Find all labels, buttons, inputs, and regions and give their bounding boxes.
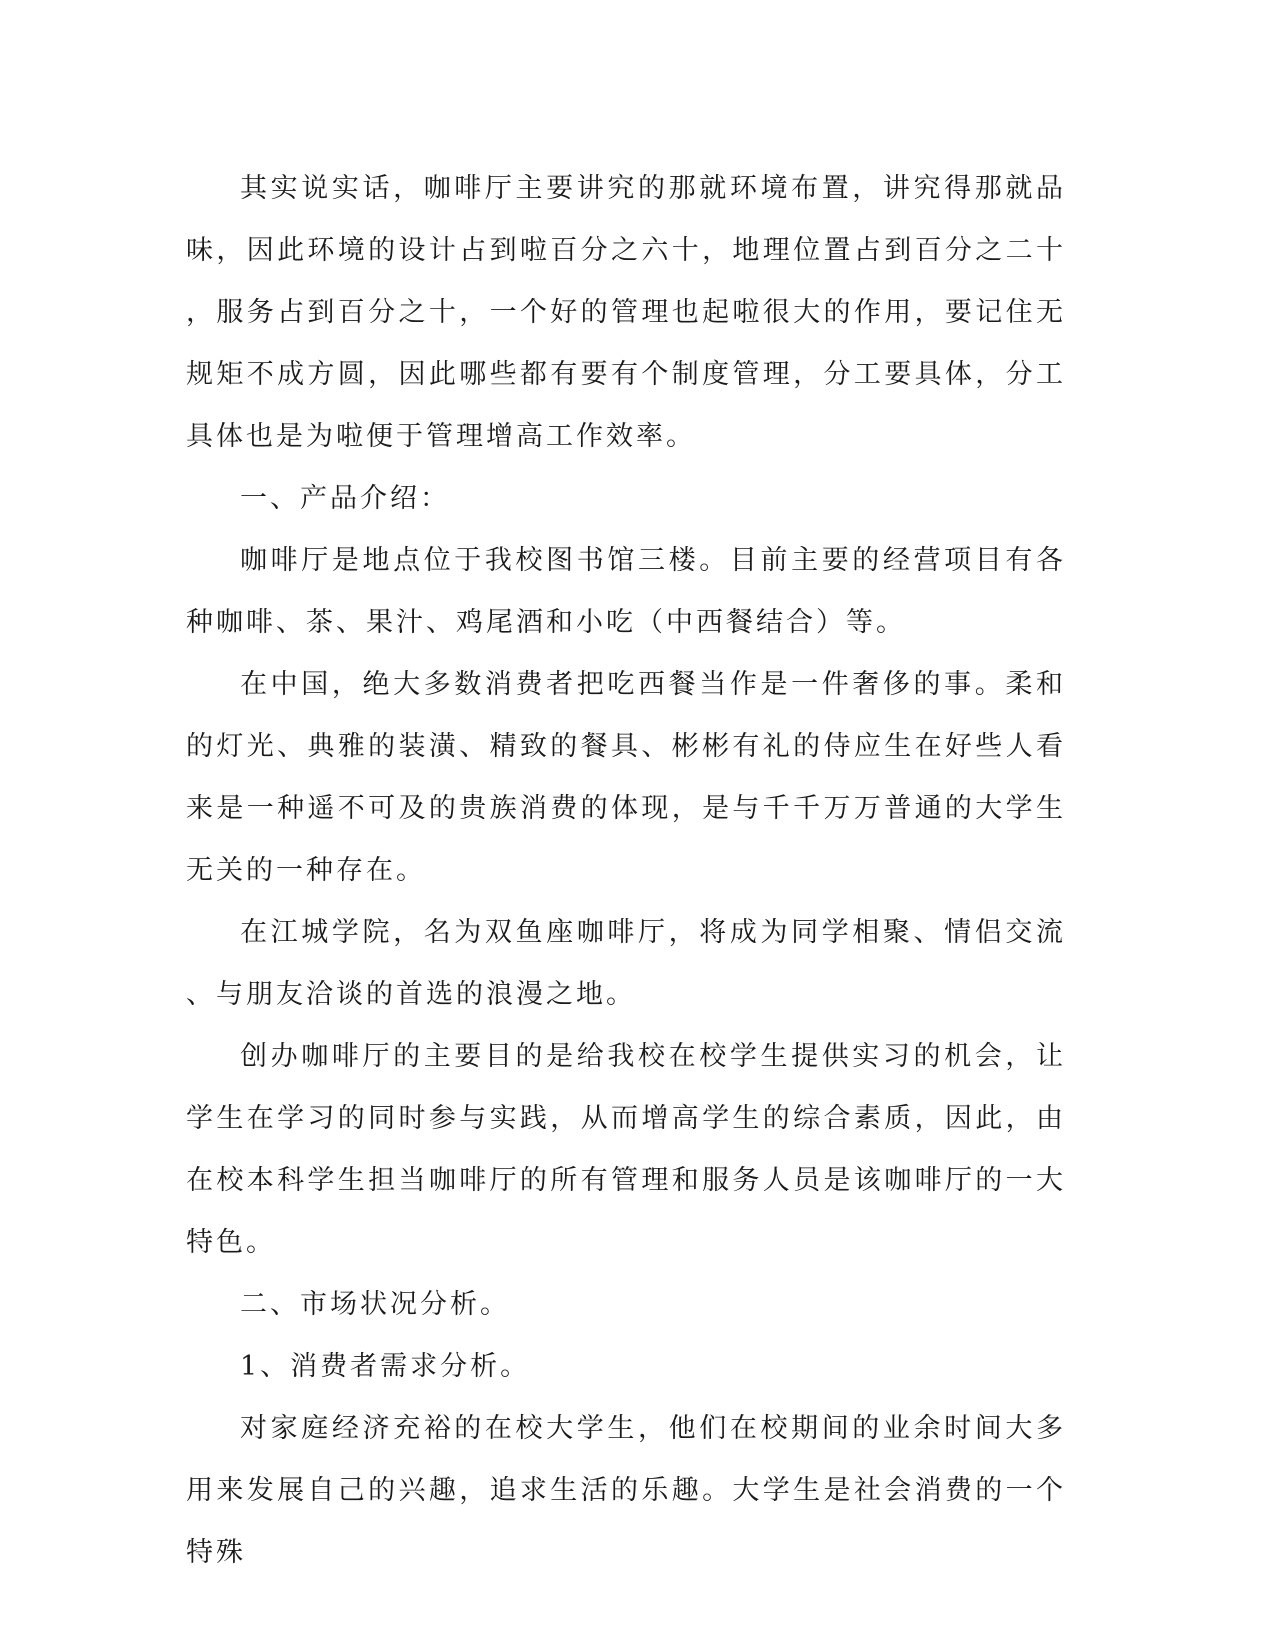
paragraph-location: 咖啡厅是地点位于我校图书馆三楼。目前主要的经营项目有各种咖啡、茶、果汁、鸡尾酒和小吃（中西餐结合）等。 xyxy=(186,545,1066,638)
paragraph-purpose: 创办咖啡厅的主要目的是给我校在校学生提供实习的机会，让学生在学习的同时参与实践，从而增高学生的综合素质，因此，由在校本科学生担当咖啡厅的所有管理和服务人员是该咖啡厅的一大特色。 xyxy=(186,1041,1066,1258)
heading-product-introduction: 一、产品介绍： xyxy=(240,483,450,514)
paragraph-students: 对家庭经济充裕的在校大学生，他们在校期间的业余时间大多用来发展自己的兴趣，追求生活的乐趣。大学生是社会消费的一个特殊 xyxy=(186,1413,1066,1568)
paragraph-intro: 其实说实话，咖啡厅主要讲究的那就环境布置，讲究得那就品味，因此环境的设计占到啦百分之六十，地理位置占到百分之二十，服务占到百分之十，一个好的管理也起啦很大的作用，要记住无规矩不成方圆，因此哪些都有要有个制度管理，分工要具体，分工具体也是为啦便于管理增高工作效率。 xyxy=(186,173,1066,452)
heading-market-analysis: 二、市场状况分析。 xyxy=(240,1289,510,1320)
heading-consumer-demand: 1、消费者需求分析。 xyxy=(240,1351,531,1382)
paragraph-jiangcheng: 在江城学院，名为双鱼座咖啡厅，将成为同学相聚、情侣交流、与朋友洽谈的首选的浪漫之地。 xyxy=(186,917,1066,1010)
paragraph-western-dining: 在中国，绝大多数消费者把吃西餐当作是一件奢侈的事。柔和的灯光、典雅的装潢、精致的餐具、彬彬有礼的侍应生在好些人看来是一种遥不可及的贵族消费的体现，是与千千万万普通的大学生无关的一种存在。 xyxy=(186,669,1066,886)
document-body xyxy=(186,158,1066,1584)
